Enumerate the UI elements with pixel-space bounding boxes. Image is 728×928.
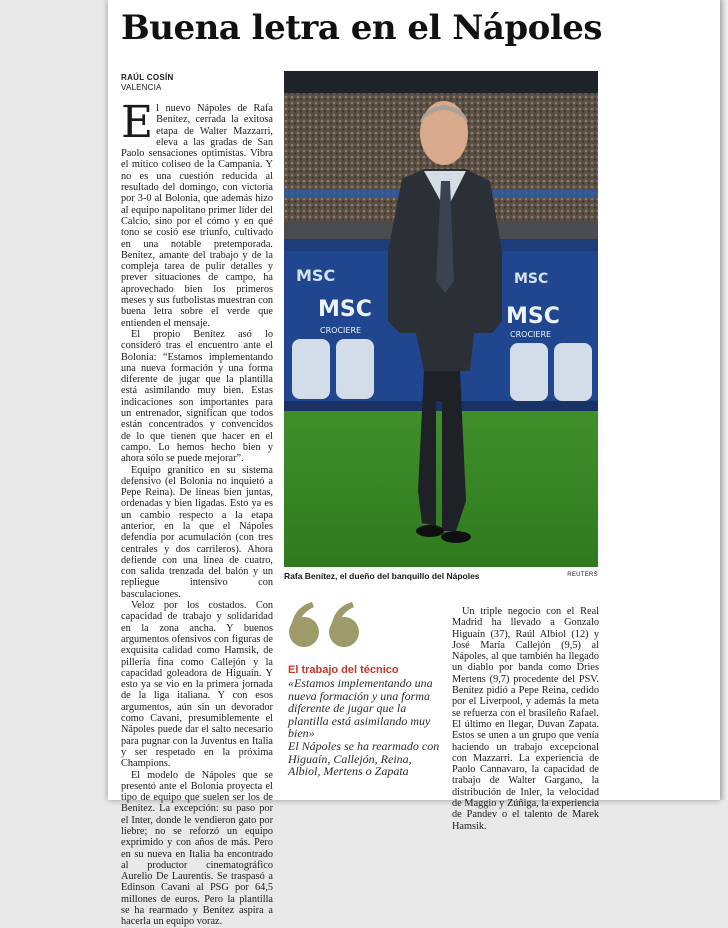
svg-text:MSC: MSC [296,266,336,285]
newspaper-page [108,0,720,928]
article-paragraph: Equipo granítico en su sistema defensivo (el Bolonia no inquietó a Pepe Reina). De líneas bien juntas, ordenadas y bien ligadas. Esto ya es un cambio respecto a la etapa anterior, en la que el Nápoles defendía por acumulación (con tres centrales y dos carrileros). Ahora defiende con una línea de cuatro, con salida trenzada del balón y un repliegue intensivo con basculaciones. [121,464,273,600]
pull-quote-text: «Estamos implementando una nueva formación y una forma diferente de jugar que la plantilla está asimilando muy bien» [288,676,433,740]
article-paragraph: El nuevo Nápoles de Rafa Benítez, cerrada la exitosa etapa de Walter Mazzarri, eleva a las gradas de San Paolo sensaciones optimistas. Vibra el mítico coliseo de la Campania. Y no es una cuestión reducida al resultado del domingo, con victoria por 3-0 al Bolonia, que además hizo al equipo napolitano primer líder del Calcio, sino por el cómo y en qué tono se cosió ese triunfo, cultivado en una notable pretemporada. Benítez, amante del trabajo y de la compleja tarea de pulir detalles y prever situaciones de campo, ha aprovechado bien los primeros meses y sus futbolistas muestran con buena letra sobre el verde que entienden el mensaje. [121,97,273,329]
pull-quote [284,600,440,790]
pull-quote-subtext: El Nápoles se ha rearmado con Higuaín, Callejón, Reina, Albiol, Mertens o Zapata [288,739,440,778]
drop-cap: E [121,97,154,148]
quote-mark-icon [288,600,368,650]
svg-text:MSC: MSC [506,304,560,329]
dateline-location: VALENCIA [121,83,162,92]
article-paragraph: Un triple negocio con el Real Madrid ha llevado a Gonzalo Higuaín (37), Raúl Albiol (12) y José María Callejón (9,5) al Nápoles, al que también ha llegado un diablo por banda como Dries Mertens (9,7) procedente del PSV. Benítez pidió a Pepe Reina, cedido por el Liverpool, y además la meta se refuerza con el brasileño Rafael. El último en llegar, Duvan Zapata. Estos se unen a un grupo que venía haciendo un trabajo excepcional con Mazzarri. La experiencia de Paolo Cannavaro, la capacidad de trabajo de Walter Gargano, la distribución de Inler, la velocidad de Maggio y Zúñiga, la experiencia de Pandev o el talento de Marek Hamsik. [452,606,599,832]
byline [121,73,174,92]
page-edge-shadow [720,0,728,800]
pull-quote-heading: El trabajo del técnico [288,664,399,676]
author-name: RAÚL COSÍN [121,73,174,82]
article-photo [284,71,598,567]
svg-text:MSC: MSC [318,297,372,322]
article-paragraph: Veloz por los costados. Con capacidad de trabajo y solidaridad en la zona ancha. Y buenos argumentos ofensivos con figuras de exquisita calidad como Hamsik, de pillería fina como Callejón y la capacidad goleadora de Higuaín. Y esto ya se vio en la primera jornada de la liga italiana. Y con esos argumentos, aún sin un devorador como Cavani, presumiblemente el Nápoles puede dar el salto necesario para pugnar con la Juventus en Italia y ser respetado en la próxima Champions. [121,600,273,770]
caption-text: Rafa Benítez, el dueño del banquillo del Nápoles [284,571,480,581]
photo-caption [284,571,598,581]
svg-text:CROCIERE: CROCIERE [320,326,362,335]
svg-text:CROCIERE: CROCIERE [510,330,552,339]
stadium-photo-illustration [284,71,598,567]
article-column-1 [121,97,273,928]
headline: Buena letra en el Nápoles [121,8,603,48]
photo-credit: REUTERS [567,572,598,578]
svg-text:MSC: MSC [514,271,549,287]
article-paragraph: El modelo de Nápoles que se presentó ante el Bolonia proyecta el tipo de equipo que suelen ser los de Benítez. La excepción: su paso por el Inter, donde le vendieron gato por liebre; no se reforzó un equipo exprimido y con años de más. Pero en su nueva en Italia ha encontrado al productor cinematográfico Aurelio De Laurentis. Se traspasó a Edinson Cavani al PSG por 64,5 millones de euros. Pero la plantilla se ha rearmado y Benítez aspira a hacerla un equipo voraz. [121,769,273,928]
article-paragraph: El propio Benítez asó lo consideró tras el encuentro ante el Bolonia: “Estamos implementando una nueva formación y una forma diferente de jugar que la plantilla está asimilando muy bien. Estas indicaciones son importantes para un entrenador, significan que todos están concentrados y convencidos de lo que tienen que hacer en el campo. Lo hemos hecho bien y ahora sólo se puede mejorar”. [121,328,273,465]
article-column-3 [452,606,599,832]
